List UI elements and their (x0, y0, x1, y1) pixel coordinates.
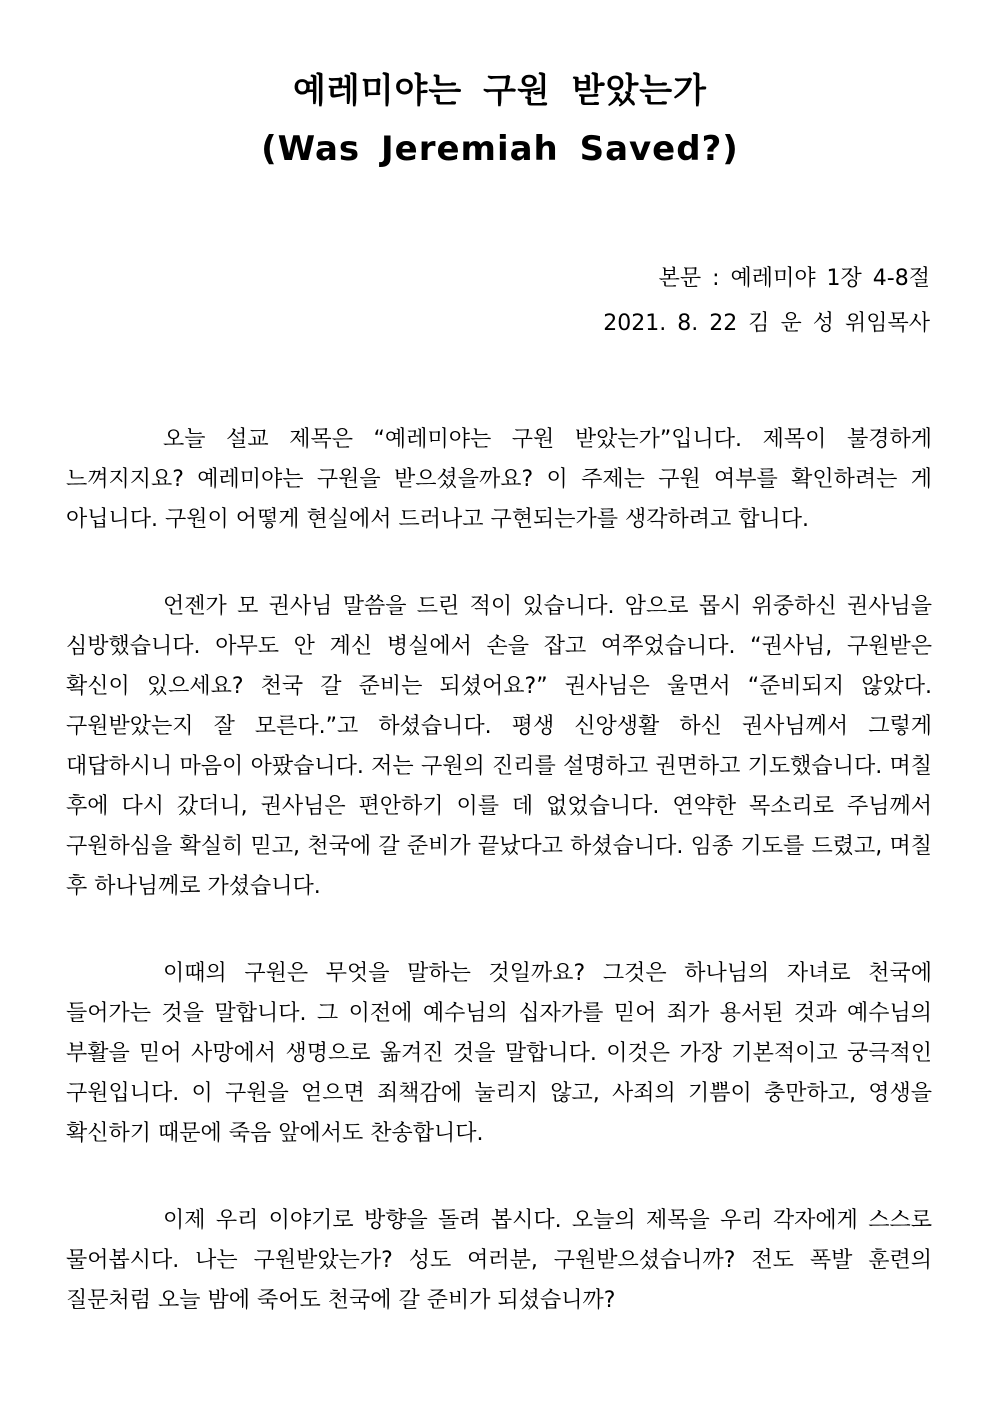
title-korean: 예레미야는 구원 받았는가 (293, 71, 707, 111)
paragraph: 오늘 설교 제목은 “예레미야는 구원 받았는가”입니다. 제목이 불경하게 느껴지지요? 예레미야는 구원을 받으셨을까요? 이 주제는 구원 여부를 확인하려는 게 아닙니다. 구원이 어떻게 현실에서 드러나고 구현되는가를 생각하려고 합니다. (66, 427, 932, 532)
sermon-title (0, 62, 1000, 178)
sermon-meta (603, 256, 930, 346)
sermon-body (66, 420, 932, 1368)
title-english: (Was Jeremiah Saved?) (261, 129, 739, 169)
scripture-reference: 본문 : 예레미야 1장 4-8절 (658, 266, 930, 291)
paragraph: 언젠가 모 권사님 말씀을 드린 적이 있습니다. 암으로 몹시 위중하신 권사님을 심방했습니다. 아무도 안 계신 병실에서 손을 잡고 여쭈었습니다. “권사님, 구원받은 확신이 있으세요? 천국 갈 준비는 되셨어요?” 권사님은 울면서 “준비되지 않았다. 구원받았는지 잘 모른다.”고 하셨습니다. 평생 신앙생활 하신 권사님께서 그렇게 대답하시니 마음이 아팠습니다. 저는 구원의 진리를 설명하고 권면하고 기도했습니다. 며칠 후에 다시 갔더니, 권사님은 편안하기 이를 데 없었습니다. 연약한 목소리로 주님께서 구원하심을 확실히 믿고, 천국에 갈 준비가 끝났다고 하셨습니다. 임종 기도를 드렸고, 며칠 후 하나님께로 가셨습니다. (66, 594, 932, 899)
paragraph: 이제 우리 이야기로 방향을 돌려 봅시다. 오늘의 제목을 우리 각자에게 스스로 물어봅시다. 나는 구원받았는가? 성도 여러분, 구원받으셨습니까? 전도 폭발 훈련의 질문처럼 오늘 밤에 죽어도 천국에 갈 준비가 되셨습니까? (66, 1208, 932, 1313)
date-author: 2021. 8. 22 김 운 성 위임목사 (603, 311, 930, 336)
paragraph: 이때의 구원은 무엇을 말하는 것일까요? 그것은 하나님의 자녀로 천국에 들어가는 것을 말합니다. 그 이전에 예수님의 십자가를 믿어 죄가 용서된 것과 예수님의 부활을 믿어 사망에서 생명으로 옮겨진 것을 말합니다. 이것은 가장 기본적이고 궁극적인 구원입니다. 이 구원을 얻으면 죄책감에 눌리지 않고, 사죄의 기쁨이 충만하고, 영생을 확신하기 때문에 죽음 앞에서도 찬송합니다. (66, 961, 932, 1146)
